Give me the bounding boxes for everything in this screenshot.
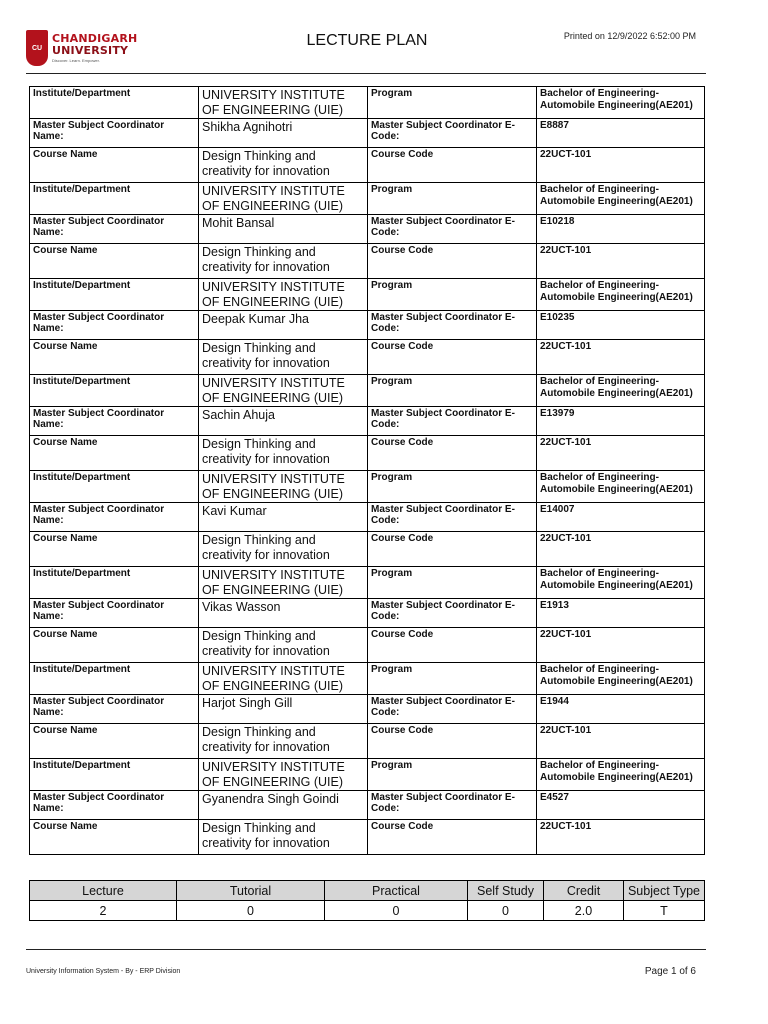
table-row: [30, 119, 705, 148]
table-row: [30, 532, 705, 567]
course-name-value: Design Thinking and creativity for innovation: [199, 340, 368, 375]
institute-value: UNIVERSITY INSTITUTE OF ENGINEERING (UIE): [199, 567, 368, 599]
summary-header-cell: Lecture: [30, 881, 177, 901]
coordinator-ecode-value: E13979: [537, 407, 705, 436]
logo-tagline: Discover. Learn. Empower.: [52, 58, 100, 63]
course-name-value: Design Thinking and creativity for innovation: [199, 724, 368, 759]
coordinator-name-value: Harjot Singh Gill: [199, 695, 368, 724]
program-label: Program: [368, 87, 537, 119]
institute-value: UNIVERSITY INSTITUTE OF ENGINEERING (UIE): [199, 759, 368, 791]
coordinator-name-value: Gyanendra Singh Goindi: [199, 791, 368, 820]
course-code-value: 22UCT-101: [537, 724, 705, 759]
table-row: [30, 215, 705, 244]
summary-value-row: [30, 901, 705, 921]
institute-label: Institute/Department: [30, 567, 199, 599]
course-name-value: Design Thinking and creativity for innovation: [199, 244, 368, 279]
course-code-value: 22UCT-101: [537, 148, 705, 183]
institute-value: UNIVERSITY INSTITUTE OF ENGINEERING (UIE): [199, 663, 368, 695]
summary-header-cell: Tutorial: [177, 881, 325, 901]
table-row: [30, 407, 705, 436]
coordinator-name-value: Deepak Kumar Jha: [199, 311, 368, 340]
table-row: [30, 340, 705, 375]
program-value: Bachelor of Engineering-Automobile Engineering(AE201): [537, 183, 705, 215]
printed-timestamp: Printed on 12/9/2022 6:52:00 PM: [563, 31, 696, 41]
table-row: [30, 375, 705, 407]
institute-value: UNIVERSITY INSTITUTE OF ENGINEERING (UIE): [199, 87, 368, 119]
program-label: Program: [368, 471, 537, 503]
table-row: [30, 87, 705, 119]
institute-label: Institute/Department: [30, 663, 199, 695]
table-row: [30, 279, 705, 311]
table-row: [30, 311, 705, 340]
course-code-value: 22UCT-101: [537, 244, 705, 279]
institute-label: Institute/Department: [30, 759, 199, 791]
course-name-label: Course Name: [30, 724, 199, 759]
table-row: [30, 567, 705, 599]
coordinator-ecode-label: Master Subject Coordinator E-Code:: [368, 311, 537, 340]
summary-value-cell: 2: [30, 901, 177, 921]
program-value: Bachelor of Engineering-Automobile Engineering(AE201): [537, 759, 705, 791]
course-name-value: Design Thinking and creativity for innovation: [199, 148, 368, 183]
course-code-label: Course Code: [368, 532, 537, 567]
course-name-label: Course Name: [30, 436, 199, 471]
course-name-value: Design Thinking and creativity for innovation: [199, 820, 368, 855]
page-title: LECTURE PLAN: [306, 32, 428, 49]
institute-value: UNIVERSITY INSTITUTE OF ENGINEERING (UIE): [199, 279, 368, 311]
summary-value-cell: 0: [177, 901, 325, 921]
coordinator-ecode-label: Master Subject Coordinator E-Code:: [368, 503, 537, 532]
coordinator-ecode-value: E1944: [537, 695, 705, 724]
header-divider: [26, 73, 706, 74]
summary-header-cell: Practical: [325, 881, 468, 901]
program-label: Program: [368, 183, 537, 215]
program-value: Bachelor of Engineering-Automobile Engineering(AE201): [537, 663, 705, 695]
table-row: [30, 183, 705, 215]
coordinator-name-label: Master Subject Coordinator Name:: [30, 407, 199, 436]
coordinator-name-label: Master Subject Coordinator Name:: [30, 599, 199, 628]
coordinator-ecode-label: Master Subject Coordinator E-Code:: [368, 119, 537, 148]
page-number: Page 1 of 6: [644, 966, 696, 977]
coordinator-name-label: Master Subject Coordinator Name:: [30, 503, 199, 532]
institute-label: Institute/Department: [30, 279, 199, 311]
coordinator-name-label: Master Subject Coordinator Name:: [30, 791, 199, 820]
course-code-label: Course Code: [368, 820, 537, 855]
course-code-value: 22UCT-101: [537, 820, 705, 855]
coordinator-ecode-label: Master Subject Coordinator E-Code:: [368, 791, 537, 820]
summary-header-row: [30, 881, 705, 901]
course-code-label: Course Code: [368, 148, 537, 183]
logo-line-1: CHANDIGARH: [52, 32, 138, 45]
coordinator-ecode-value: E10235: [537, 311, 705, 340]
coordinator-ecode-value: E10218: [537, 215, 705, 244]
course-code-label: Course Code: [368, 244, 537, 279]
program-label: Program: [368, 759, 537, 791]
course-name-label: Course Name: [30, 148, 199, 183]
coordinator-name-label: Master Subject Coordinator Name:: [30, 695, 199, 724]
program-value: Bachelor of Engineering-Automobile Engineering(AE201): [537, 567, 705, 599]
coordinator-name-value: Shikha Agnihotri: [199, 119, 368, 148]
coordinator-name-value: Kavi Kumar: [199, 503, 368, 532]
program-label: Program: [368, 279, 537, 311]
program-value: Bachelor of Engineering-Automobile Engineering(AE201): [537, 375, 705, 407]
course-name-label: Course Name: [30, 532, 199, 567]
coordinator-name-value: Mohit Bansal: [199, 215, 368, 244]
coordinator-name-value: Vikas Wasson: [199, 599, 368, 628]
coordinator-info-table: [29, 86, 705, 855]
coordinator-ecode-label: Master Subject Coordinator E-Code:: [368, 695, 537, 724]
course-code-value: 22UCT-101: [537, 532, 705, 567]
table-row: [30, 724, 705, 759]
institute-value: UNIVERSITY INSTITUTE OF ENGINEERING (UIE): [199, 183, 368, 215]
table-row: [30, 663, 705, 695]
program-value: Bachelor of Engineering-Automobile Engineering(AE201): [537, 87, 705, 119]
credit-summary-table: [29, 880, 705, 921]
table-row: [30, 791, 705, 820]
course-code-value: 22UCT-101: [537, 340, 705, 375]
institute-label: Institute/Department: [30, 87, 199, 119]
course-name-value: Design Thinking and creativity for innovation: [199, 628, 368, 663]
summary-header-cell: Subject Type: [624, 881, 705, 901]
summary-value-cell: T: [624, 901, 705, 921]
course-code-label: Course Code: [368, 724, 537, 759]
table-row: [30, 599, 705, 628]
course-name-value: Design Thinking and creativity for innovation: [199, 436, 368, 471]
course-code-label: Course Code: [368, 436, 537, 471]
course-code-value: 22UCT-101: [537, 628, 705, 663]
summary-value-cell: 0: [468, 901, 544, 921]
footer-divider: [26, 949, 706, 950]
coordinator-ecode-value: E4527: [537, 791, 705, 820]
institute-label: Institute/Department: [30, 471, 199, 503]
institute-value: UNIVERSITY INSTITUTE OF ENGINEERING (UIE): [199, 471, 368, 503]
institute-label: Institute/Department: [30, 183, 199, 215]
program-value: Bachelor of Engineering-Automobile Engineering(AE201): [537, 279, 705, 311]
coordinator-ecode-value: E8887: [537, 119, 705, 148]
summary-value-cell: 2.0: [544, 901, 624, 921]
course-code-value: 22UCT-101: [537, 436, 705, 471]
institute-value: UNIVERSITY INSTITUTE OF ENGINEERING (UIE): [199, 375, 368, 407]
table-row: [30, 695, 705, 724]
coordinator-name-label: Master Subject Coordinator Name:: [30, 215, 199, 244]
program-label: Program: [368, 567, 537, 599]
course-name-label: Course Name: [30, 820, 199, 855]
table-row: [30, 759, 705, 791]
coordinator-ecode-value: E14007: [537, 503, 705, 532]
course-code-label: Course Code: [368, 628, 537, 663]
course-name-label: Course Name: [30, 628, 199, 663]
footer-system-label: University Information System - By - ERP Division: [26, 968, 181, 975]
table-row: [30, 436, 705, 471]
summary-value-cell: 0: [325, 901, 468, 921]
table-row: [30, 244, 705, 279]
summary-header-cell: Self Study: [468, 881, 544, 901]
coordinator-ecode-label: Master Subject Coordinator E-Code:: [368, 215, 537, 244]
table-row: [30, 820, 705, 855]
program-label: Program: [368, 663, 537, 695]
coordinator-ecode-value: E1913: [537, 599, 705, 628]
institute-label: Institute/Department: [30, 375, 199, 407]
summary-header-cell: Credit: [544, 881, 624, 901]
table-row: [30, 471, 705, 503]
table-row: [30, 148, 705, 183]
course-name-label: Course Name: [30, 244, 199, 279]
coordinator-name-value: Sachin Ahuja: [199, 407, 368, 436]
coordinator-name-label: Master Subject Coordinator Name:: [30, 119, 199, 148]
program-label: Program: [368, 375, 537, 407]
logo-mark: CU: [31, 44, 43, 52]
info-table-body: [30, 87, 705, 855]
course-name-value: Design Thinking and creativity for innovation: [199, 532, 368, 567]
coordinator-ecode-label: Master Subject Coordinator E-Code:: [368, 407, 537, 436]
table-row: [30, 628, 705, 663]
coordinator-ecode-label: Master Subject Coordinator E-Code:: [368, 599, 537, 628]
coordinator-name-label: Master Subject Coordinator Name:: [30, 311, 199, 340]
program-value: Bachelor of Engineering-Automobile Engineering(AE201): [537, 471, 705, 503]
logo-line-2: UNIVERSITY: [52, 44, 129, 57]
course-code-label: Course Code: [368, 340, 537, 375]
table-row: [30, 503, 705, 532]
course-name-label: Course Name: [30, 340, 199, 375]
